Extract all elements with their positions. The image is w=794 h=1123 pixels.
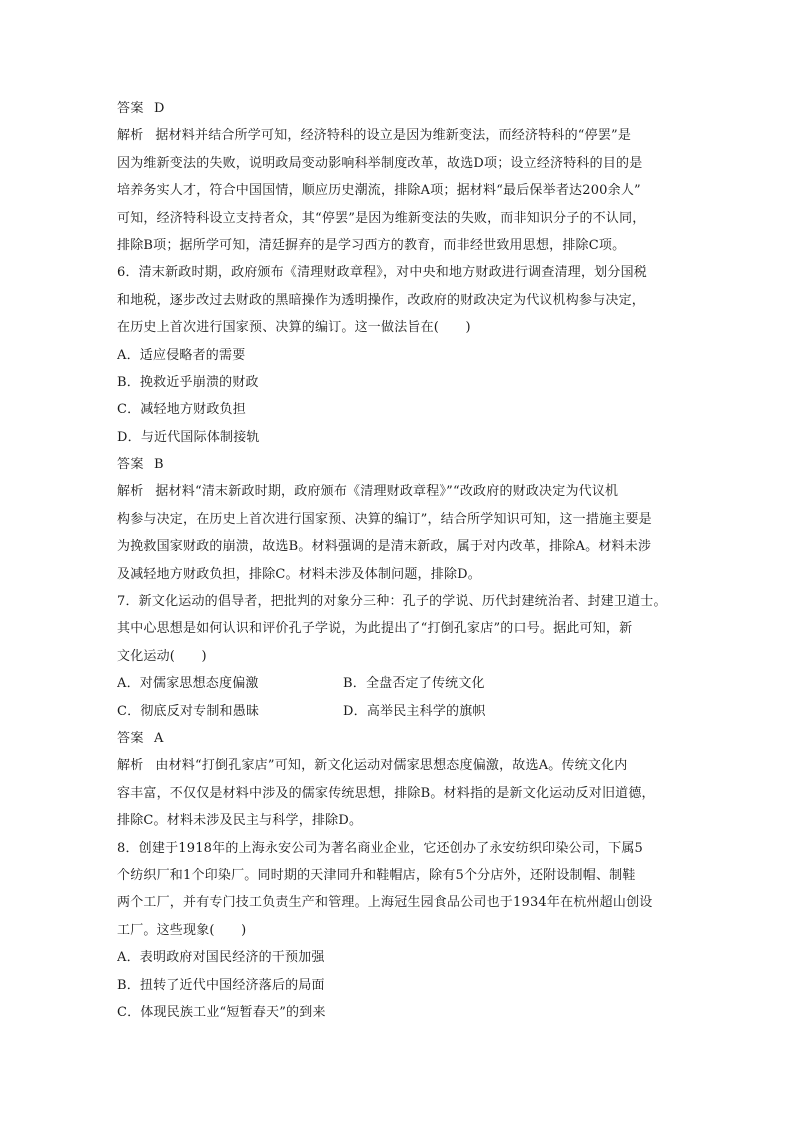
question-stem: 个纺织厂和1个印染厂。同时期的天津同升和鞋帽店，除有5个分店外，还附设制帽、制鞋 xyxy=(117,867,636,883)
analysis-label: 解析 xyxy=(117,128,144,144)
answer-label: 答案 xyxy=(117,730,145,746)
analysis-text: 可知，经济特科设立支持者众，其“停罢”是因为维新变法的失败，而非知识分子的不认同， xyxy=(117,210,646,226)
question-stem: 工厂。这些现象( ) xyxy=(117,922,247,938)
analysis-text: 构参与决定，在历史上首次进行国家预、决算的编订”，结合所学知识可知，这一措施主要是 xyxy=(117,511,652,527)
answer-value: A xyxy=(154,730,164,746)
analysis-text: 由材料“打倒孔家店”可知，新文化运动对儒家思想态度偏激，故选A。传统文化内 xyxy=(155,758,628,774)
option-b: B．全盘否定了传统文化 xyxy=(343,676,485,692)
question-stem: 6．清末新政时期，政府颁布《清理财政章程》，对中央和地方财政进行调查清理，划分国税 xyxy=(117,265,647,281)
q6-analysis-line xyxy=(117,478,683,505)
question-stem: 其中心思想是如何认识和评价孔子学说，为此提出了“打倒孔家店”的口号。据此可知，新 xyxy=(117,621,633,637)
answer-value: B xyxy=(154,457,165,473)
analysis-text: 排除C。材料未涉及民主与科学，排除D。 xyxy=(117,813,363,829)
analysis-label: 解析 xyxy=(117,484,144,500)
q5-answer-line xyxy=(117,95,683,122)
option-d: D．与近代国际体制接轨 xyxy=(117,429,260,445)
option-c: C．减轻地方财政负担 xyxy=(117,402,246,418)
option-c: C．彻底反对专制和愚昧 xyxy=(117,703,260,719)
q5-analysis-line xyxy=(117,122,683,149)
question-stem: 8．创建于1918年的上海永安公司为著名商业企业，它还创办了永安纺织印染公司，下属5 xyxy=(117,840,644,856)
option-b: B．挽救近乎崩溃的财政 xyxy=(117,374,259,390)
answer-label: 答案 xyxy=(117,101,145,116)
option-a: A．表明政府对国民经济的干预加强 xyxy=(117,950,325,966)
analysis-text: 容丰富，不仅仅是材料中涉及的儒家传统思想，排除B。材料指的是新文化运动反对旧道德， xyxy=(117,785,655,801)
analysis-text: 因为维新变法的失败，说明政局变动影响科举制度改革，故选D项；设立经济特科的目的是 xyxy=(117,155,643,171)
analysis-text: 据材料并结合所学可知，经济特科的设立是因为维新变法，而经济特科的“停罢”是 xyxy=(155,128,632,144)
question-stem: 两个工厂，并有专门技工负责生产和管理。上海冠生园食品公司也于1934年在杭州超山创设 xyxy=(117,895,653,911)
analysis-text: 据材料“清末新政时期，政府颁布《清理财政章程》”“改政府的财政决定为代议机 xyxy=(155,484,619,500)
analysis-text: 培养务实人才，符合中国国情，顺应历史潮流，排除A项；据材料“最后保举者达200余人” xyxy=(117,183,641,199)
q7-analysis-line xyxy=(117,752,683,779)
options-row xyxy=(117,670,683,697)
analysis-text: 及减轻地方财政负担，排除C。材料未涉及体制问题，排除D。 xyxy=(117,566,481,582)
question-stem: 在历史上首次进行国家预、决算的编订。这一做法旨在( ) xyxy=(117,320,471,336)
options-row xyxy=(117,698,683,725)
option-c: C．体现民族工业“短暂春天”的到来 xyxy=(117,1004,326,1020)
q6-answer-line xyxy=(117,451,683,478)
analysis-label: 解析 xyxy=(117,758,144,774)
page-content xyxy=(117,95,683,1026)
answer-value: D xyxy=(154,101,165,116)
option-a: A．对儒家思想态度偏激 xyxy=(117,676,259,692)
question-stem: 7．新文化运动的倡导者，把批判的对象分三种：孔子的学说、历代封建统治者、封建卫道士。 xyxy=(117,594,667,610)
question-stem: 和地税，逐步改过去财政的黑暗操作为透明操作，改政府的财政决定为代议机构参与决定， xyxy=(117,292,646,308)
question-stem: 文化运动( ) xyxy=(117,648,207,664)
analysis-text: 为挽救国家财政的崩溃，故选B。材料强调的是清末新政，属于对内改革，排除A。材料未涉 xyxy=(117,539,652,555)
option-b: B．扭转了近代中国经济落后的局面 xyxy=(117,977,325,993)
analysis-text: 排除B项；据所学可知，清廷摒弃的是学习西方的教育，而非经世致用思想，排除C项。 xyxy=(117,237,626,253)
answer-label: 答案 xyxy=(117,457,145,473)
option-a: A．适应侵略者的需要 xyxy=(117,347,246,363)
option-d: D．高举民主科学的旗帜 xyxy=(343,703,486,719)
q7-answer-line xyxy=(117,725,683,752)
